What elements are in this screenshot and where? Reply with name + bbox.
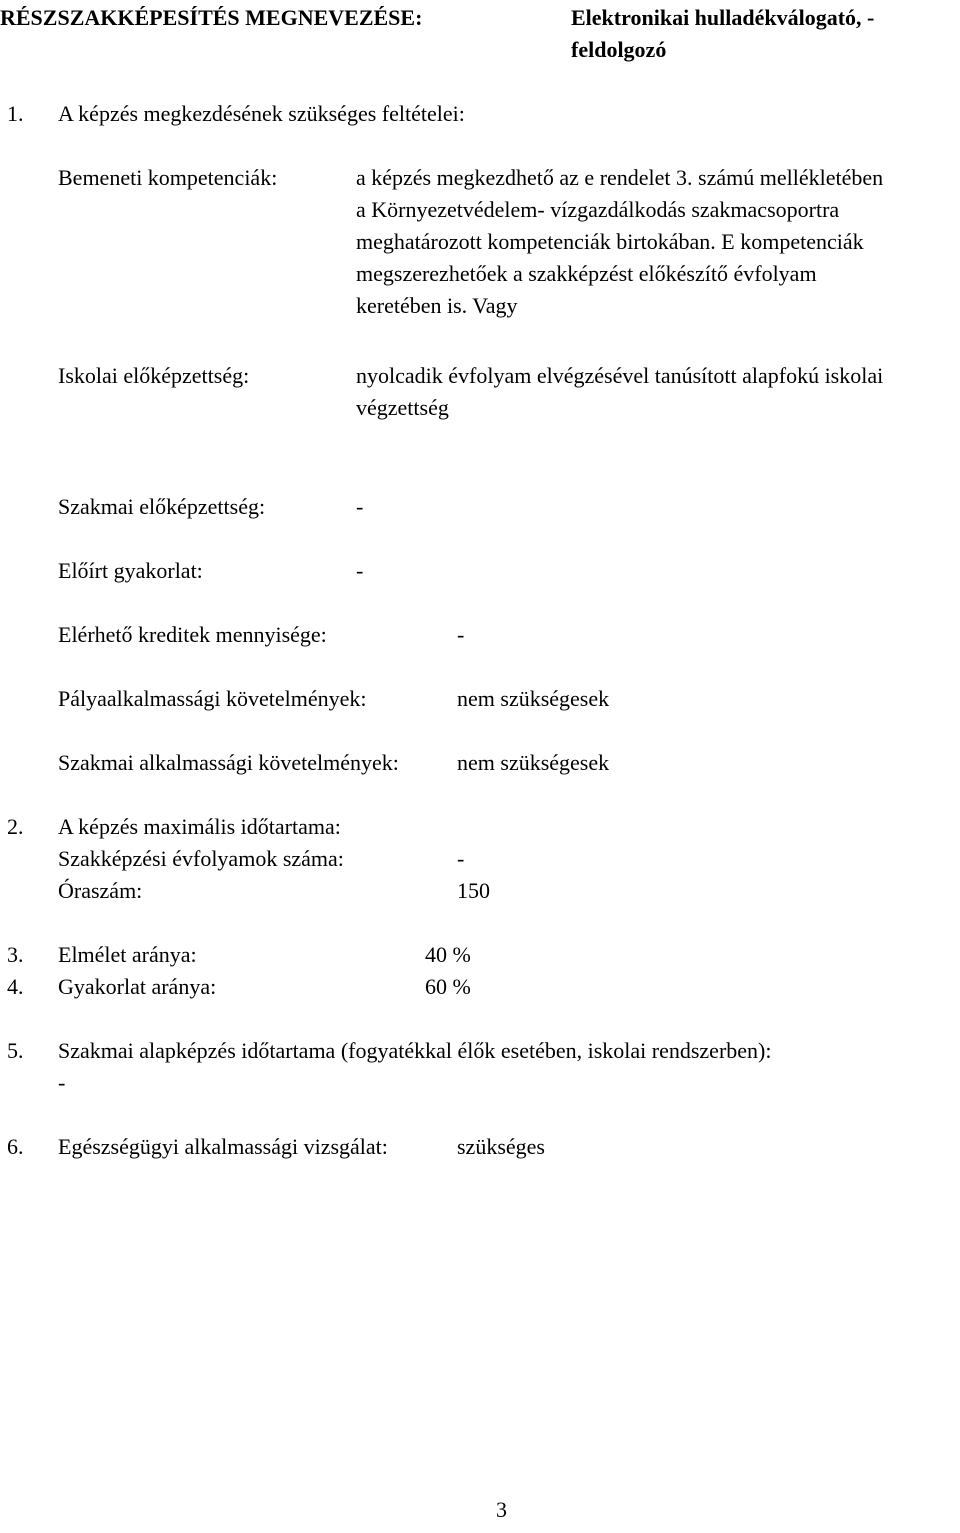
professional-aptitude-label: Szakmai alkalmassági követelmények:	[58, 750, 399, 775]
credits-value: -	[457, 622, 465, 647]
theory-ratio-label: Elmélet aránya:	[58, 942, 197, 967]
required-practice-label: Előírt gyakorlat:	[58, 558, 203, 583]
section-1-number: 1.	[7, 101, 24, 126]
qualification-name-value-line1: Elektronikai hulladékválogató, -	[571, 5, 875, 30]
school-prerequisite-line: végzettség	[356, 395, 449, 420]
practice-ratio-value: 60 %	[425, 974, 471, 999]
entry-competencies-label: Bemeneti kompetenciák:	[58, 165, 278, 190]
school-prerequisite-label: Iskolai előképzettség:	[58, 363, 250, 388]
professional-prerequisite-value: -	[356, 494, 364, 519]
qualification-name-value-line2: feldolgozó	[571, 37, 667, 62]
professional-aptitude-value: nem szükségesek	[457, 750, 610, 775]
entry-competencies-line: meghatározott kompetenciák birtokában. E kompetenciák	[356, 229, 864, 254]
health-exam-label: Egészségügyi alkalmassági vizsgálat:	[58, 1134, 388, 1159]
section-4-number: 4.	[7, 974, 24, 999]
credits-label: Elérhető kreditek mennyisége:	[58, 622, 327, 647]
section-1-title: A képzés megkezdésének szükséges feltételei:	[58, 101, 465, 126]
school-prerequisite-text	[356, 360, 883, 424]
entry-competencies-line: a Környezetvédelem- vízgazdálkodás szakmacsoportra	[356, 197, 840, 222]
entry-competencies-line: a képzés megkezdhető az e rendelet 3. számú mellékletében	[356, 165, 884, 190]
entry-competencies-line: megszerezhetőek a szakképzést előkészítő évfolyam	[356, 261, 817, 286]
entry-competencies-text	[356, 162, 883, 322]
theory-ratio-value: 40 %	[425, 942, 471, 967]
professional-prerequisite-label: Szakmai előképzettség:	[58, 494, 266, 519]
entry-competencies-line: keretében is. Vagy	[356, 293, 518, 318]
basic-training-duration-label: Szakmai alapképzés időtartama (fogyatékkal élők esetében, iskolai rendszerben):	[58, 1038, 772, 1063]
grade-count-value: -	[457, 846, 465, 871]
health-exam-value: szükséges	[457, 1134, 545, 1159]
career-aptitude-label: Pályaalkalmassági követelmények:	[58, 686, 367, 711]
section-5-number: 5.	[7, 1038, 24, 1063]
career-aptitude-value: nem szükségesek	[457, 686, 610, 711]
practice-ratio-label: Gyakorlat aránya:	[58, 974, 217, 999]
required-practice-value: -	[356, 558, 364, 583]
hours-value: 150	[457, 878, 490, 903]
basic-training-duration-value: -	[58, 1070, 66, 1095]
section-2-title: A képzés maximális időtartama:	[58, 814, 341, 839]
school-prerequisite-line: nyolcadik évfolyam elvégzésével tanúsított alapfokú iskolai	[356, 363, 884, 388]
section-3-number: 3.	[7, 942, 24, 967]
section-6-number: 6.	[7, 1134, 24, 1159]
qualification-name-label: RÉSZSZAKKÉPESÍTÉS MEGNEVEZÉSE:	[0, 5, 423, 30]
section-2-number: 2.	[7, 814, 24, 839]
grade-count-label: Szakképzési évfolyamok száma:	[58, 846, 344, 871]
page-number: 3	[496, 1497, 507, 1522]
hours-label: Óraszám:	[58, 878, 143, 903]
